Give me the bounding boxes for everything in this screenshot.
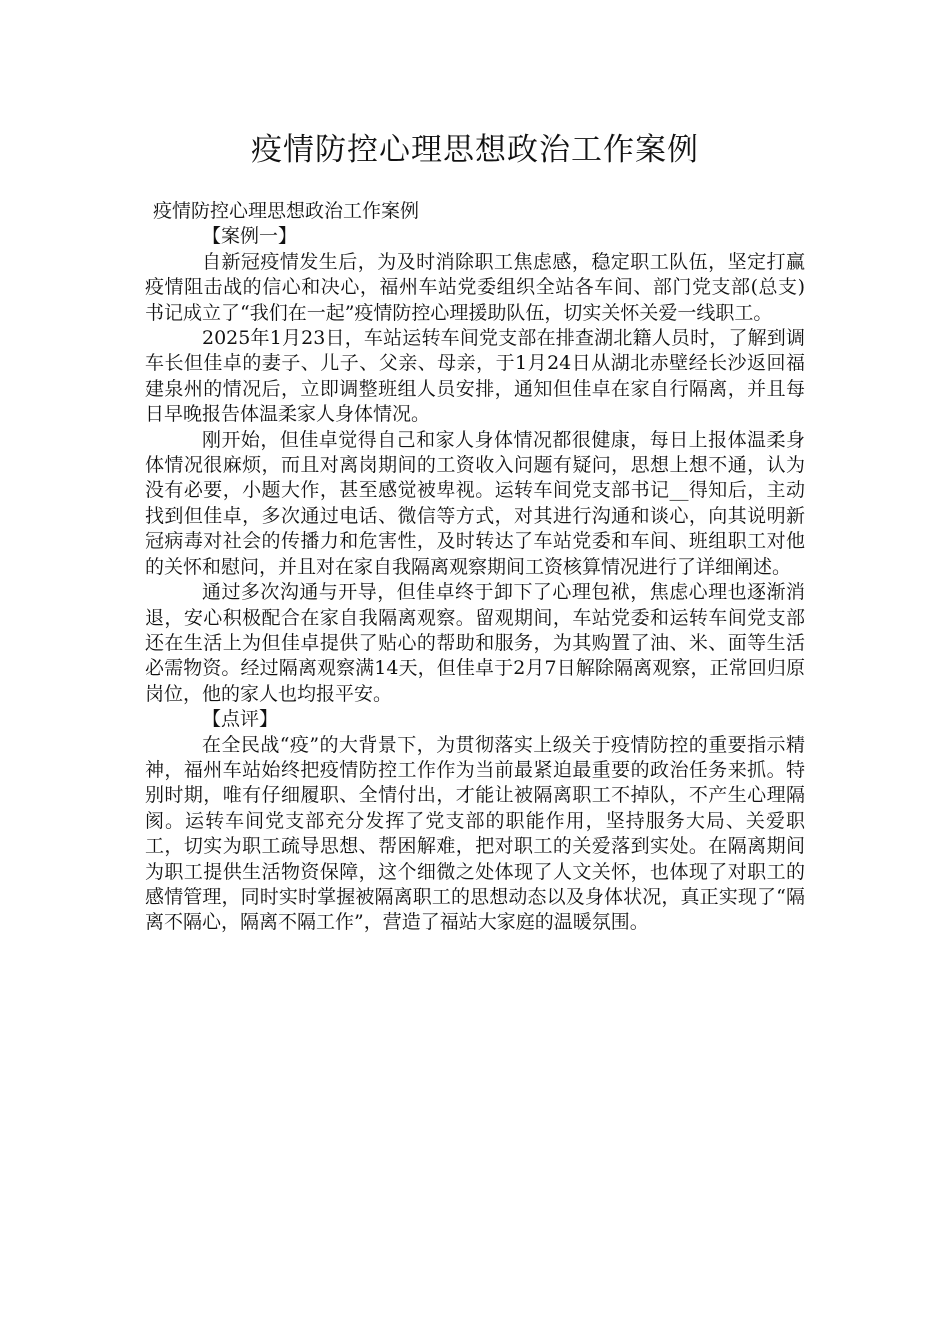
document-title: 疫情防控心理思想政治工作案例 <box>251 132 699 168</box>
review-paragraph-1: 在全民战“疫”的大背景下，为贯彻落实上级关于疫情防控的重要指示精神，福州车站始终把疫情防控工作作为当前最紧迫最重要的政治任务来抓。特别时期，唯有仔细履职、全情付出，才能让被隔离职工不掉队，不产生心理隔阂。运转车间党支部充分发挥了党支部的职能作用，坚持服务大局、关爱职工，切实为职工疏导思想、帮困解难，把对职工的关爱落到实处。在隔离期间为职工提供生活物资保障，这个细微之处体现了人文关怀，也体现了对职工的感情管理，同时实时掌握被隔离职工的思想动态以及身体状况，真正实现了“隔离不隔心，隔离不隔工作”，营造了福站大家庭的温暖氛围。 <box>145 733 805 934</box>
case-paragraph-2: 2025年1月23日，车站运转车间党支部在排查湖北籍人员时，了解到调车长但佳卓的妻子、儿子、父亲、母亲，于1月24日从湖北赤壁经长沙返回福建泉州的情况后，立即调整班组人员安排，通知但佳卓在家自行隔离，并且每日早晚报告体温柔家人身体情况。 <box>145 327 805 426</box>
case-paragraph-3: 刚开始，但佳卓觉得自己和家人身体情况都很健康，每日上报体温柔身体情况很麻烦，而且对离岗期间的工资收入问题有疑问，思想上想不通，认为没有必要，小题大作，甚至感觉被卑视。运转车间党支部书记__得知后，主动找到但佳卓，多次通过电话、微信等方式，对其进行沟通和谈心，向其说明新冠病毒对社会的传播力和危害性，及时转达了车站党委和车间、班组职工对他的关怀和慰问，并且对在家自我隔离观察期间工资核算情况进行了详细阐述。 <box>145 428 805 578</box>
case-paragraph-1: 自新冠疫情发生后，为及时消除职工焦虑感，稳定职工队伍，坚定打赢疫情阻击战的信心和决心，福州车站党委组织全站各车间、部门党支部(总支)书记成立了“我们在一起”疫情防控心理援助队伍，切实关怀关爱一线职工。 <box>145 250 805 324</box>
case-paragraph-4: 通过多次沟通与开导，但佳卓终于卸下了心理包袱，焦虑心理也逐渐消退，安心积极配合在家自我隔离观察。留观期间，车站党委和运转车间党支部还在生活上为但佳卓提供了贴心的帮助和服务，为其购置了油、米、面等生活必需物资。经过隔离观察满14天，但佳卓于2月7日解除隔离观察，正常回归原岗位，他的家人也均报平安。 <box>145 581 805 705</box>
review-label: 【点评】 <box>202 708 279 731</box>
document-subtitle: 疫情防控心理思想政治工作案例 <box>153 200 420 222</box>
document-body <box>145 199 805 936</box>
case-label: 【案例一】 <box>202 225 298 248</box>
